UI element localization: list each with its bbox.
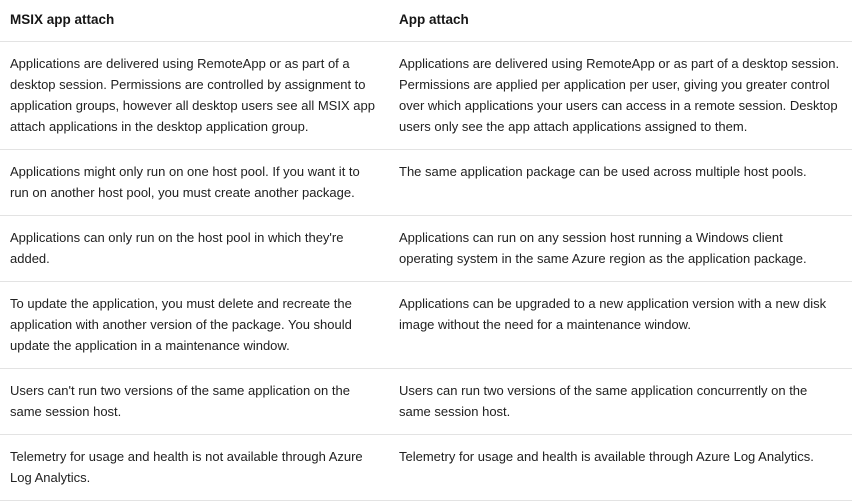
column-header-app-attach: App attach bbox=[389, 0, 852, 41]
table-cell-appattach-3: Applications can run on any session host running a Windows client operating system in the same Azure region as the application package. bbox=[389, 215, 852, 281]
table-cell-msix-6: Telemetry for usage and health is not available through Azure Log Analytics. bbox=[0, 435, 389, 501]
table-row bbox=[0, 149, 852, 215]
table-row bbox=[0, 369, 852, 435]
table-row bbox=[0, 435, 852, 501]
table-body bbox=[0, 41, 852, 501]
table-header-row bbox=[0, 0, 852, 41]
table-cell-appattach-4: Applications can be upgraded to a new application version with a new disk image without the need for a maintenance window. bbox=[389, 281, 852, 368]
table-cell-msix-1: Applications are delivered using RemoteApp or as part of a desktop session. Permissions are controlled by assignment to application groups, however all desktop users see all MSIX app attach applications in the desktop application group. bbox=[0, 41, 389, 149]
table-cell-appattach-6: Telemetry for usage and health is available through Azure Log Analytics. bbox=[389, 435, 852, 501]
table-row bbox=[0, 41, 852, 149]
column-header-msix-app-attach: MSIX app attach bbox=[0, 0, 389, 41]
table-row bbox=[0, 215, 852, 281]
table-cell-appattach-2: The same application package can be used across multiple host pools. bbox=[389, 149, 852, 215]
table-cell-msix-4: To update the application, you must delete and recreate the application with another version of the package. You should update the application in a maintenance window. bbox=[0, 281, 389, 368]
table-header bbox=[0, 0, 852, 41]
table-cell-msix-2: Applications might only run on one host pool. If you want it to run on another host pool, you must create another package. bbox=[0, 149, 389, 215]
table-cell-msix-3: Applications can only run on the host pool in which they're added. bbox=[0, 215, 389, 281]
table-cell-msix-5: Users can't run two versions of the same application on the same session host. bbox=[0, 369, 389, 435]
table-row bbox=[0, 281, 852, 368]
table-cell-appattach-5: Users can run two versions of the same application concurrently on the same session host. bbox=[389, 369, 852, 435]
table-cell-appattach-1: Applications are delivered using RemoteApp or as part of a desktop session. Permissions are applied per application per user, giving you greater control over which applications your users can access in a remote session. Desktop users only see the app attach applications assigned to them. bbox=[389, 41, 852, 149]
